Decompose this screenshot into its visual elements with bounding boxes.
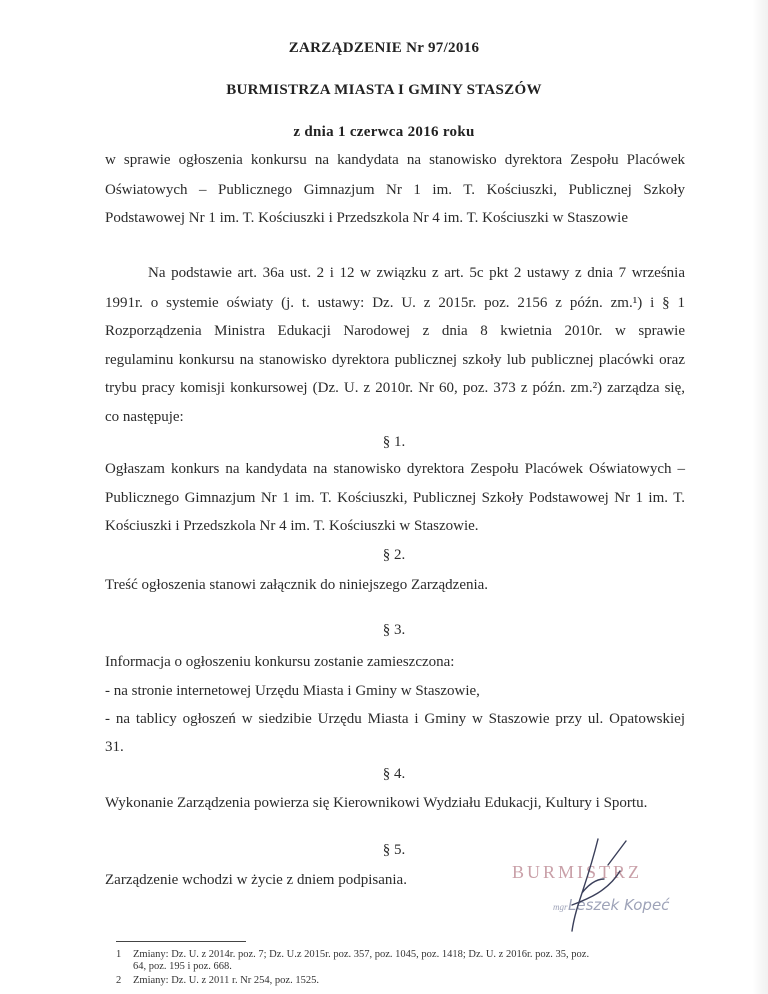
section-line: Informacja o ogłoszeniu konkursu zostanie zamieszczona: xyxy=(105,654,455,670)
preamble-line: 1991r. o systemie oświaty (j. t. ustawy: Dz. U. z 2015r. poz. 2156 z późn. zm.¹) i § 1 xyxy=(105,295,685,311)
footnote-number: 2 xyxy=(116,975,122,986)
preamble-line: Rozporządzenia Ministra Edukacji Narodowej z dnia 8 kwietnia 2010r. w sprawie xyxy=(105,323,685,339)
document-issuer: BURMISTRZA MIASTA I GMINY STASZÓW xyxy=(226,82,542,98)
footnote-number: 1 xyxy=(116,949,122,960)
footnote-text: Zmiany: Dz. U. z 2011 r. Nr 254, poz. 1525. xyxy=(133,975,319,986)
section-mark: § 1. xyxy=(382,434,406,450)
signature-mark xyxy=(548,835,638,945)
section-line: Ogłaszam konkurs na kandydata na stanowisko dyrektora Zespołu Placówek Oświatowych – xyxy=(105,461,685,477)
section-line: Zarządzenie wchodzi w życie z dniem podpisania. xyxy=(105,872,407,888)
footnote-text: Zmiany: Dz. U. z 2014r. poz. 7; Dz. U.z 2015r. poz. 357, poz. 1045, poz. 1418; Dz. U. z 2016r. poz. 35, poz. xyxy=(133,949,590,960)
footnote-text: 64, poz. 195 i poz. 668. xyxy=(133,961,232,972)
preamble-line: co następuje: xyxy=(105,409,184,425)
section-mark: § 3. xyxy=(382,622,406,638)
preamble-line: Na podstawie art. 36a ust. 2 i 12 w związku z art. 5c pkt 2 ustawy z dnia 7 września xyxy=(148,265,685,281)
section-line: - na stronie internetowej Urzędu Miasta i Gminy w Staszowie, xyxy=(105,683,480,699)
section-line: Wykonanie Zarządzenia powierza się Kierownikowi Wydziału Edukacji, Kultury i Sportu. xyxy=(105,795,648,811)
section-line: Kościuszki i Przedszkola Nr 4 im. T. Kościuszki w Staszowie. xyxy=(105,518,479,534)
document-title: ZARZĄDZENIE Nr 97/2016 xyxy=(288,40,480,56)
section-line: - na tablicy ogłoszeń w siedzibie Urzędu Miasta i Gminy w Staszowie przy ul. Opatowskiej xyxy=(105,711,685,727)
subject-line: Podstawowej Nr 1 im. T. Kościuszki i Przedszkola Nr 4 im. T. Kościuszki w Staszowie xyxy=(105,210,628,226)
section-mark: § 2. xyxy=(382,547,406,563)
section-mark: § 4. xyxy=(382,766,406,782)
stamp-name: Leszek Kopeć xyxy=(568,896,670,914)
preamble-line: regulaminu konkursu na stanowisko dyrektora publicznej szkoły lub publicznej placówki oraz xyxy=(105,352,685,368)
section-line: Publicznego Gimnazjum Nr 1 im. T. Kościuszki, Publicznej Szkoły Podstawowej Nr 1 im. T. xyxy=(105,490,685,506)
subject-line: Oświatowych – Publicznego Gimnazjum Nr 1 im. T. Kościuszki, Publicznej Szkoły xyxy=(105,182,685,198)
subject-line: w sprawie ogłoszenia konkursu na kandydata na stanowisko dyrektora Zespołu Placówek xyxy=(105,152,685,168)
section-line: 31. xyxy=(105,739,124,755)
stamp-title: BURMISTRZ xyxy=(512,862,643,882)
section-line: Treść ogłoszenia stanowi załącznik do niniejszego Zarządzenia. xyxy=(105,577,489,593)
document-date: z dnia 1 czerwca 2016 roku xyxy=(293,124,475,140)
section-mark: § 5. xyxy=(382,842,406,858)
footnote-rule xyxy=(116,941,246,942)
stamp-prefix: mgr xyxy=(553,902,568,912)
preamble-line: trybu pracy komisji konkursowej (Dz. U. z 2010r. Nr 60, poz. 373 z późn. zm.²) zarządza się, xyxy=(105,380,685,396)
